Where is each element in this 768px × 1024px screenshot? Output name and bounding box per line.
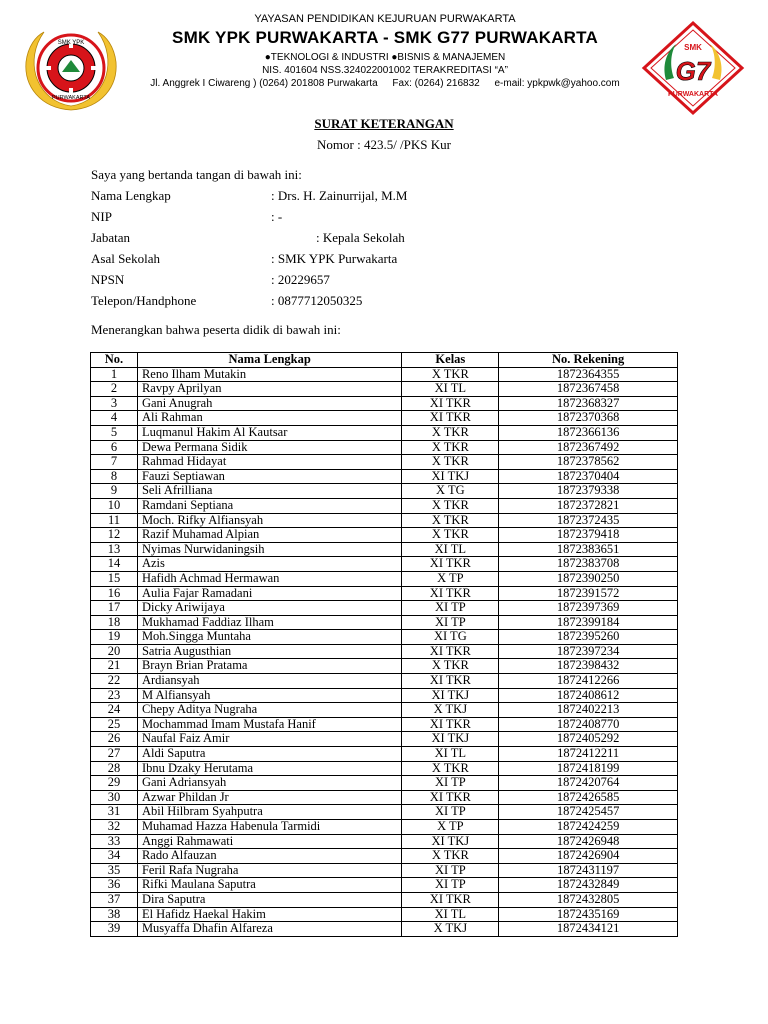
row-number: 4 xyxy=(91,411,138,426)
table-row xyxy=(91,630,678,645)
row-number: 12 xyxy=(91,528,138,543)
g77-logo-text-top: SMK xyxy=(684,43,702,52)
student-name: Brayn Brian Pratama xyxy=(137,659,402,674)
student-class: X TKR xyxy=(402,659,499,674)
row-number: 20 xyxy=(91,644,138,659)
table-row xyxy=(91,528,678,543)
student-name: Rahmad Hidayat xyxy=(137,455,402,470)
student-class: XI TKR xyxy=(402,674,499,689)
statement-sentence: Menerangkan bahwa peserta didik di bawah ini: xyxy=(91,322,341,337)
student-name: Dewa Permana Sidik xyxy=(137,440,402,455)
student-name: Razif Muhamad Alpian xyxy=(137,528,402,543)
row-number: 37 xyxy=(91,892,138,907)
student-name: El Hafidz Haekal Hakim xyxy=(137,907,402,922)
student-class: X TKR xyxy=(402,761,499,776)
signer-label: NIP xyxy=(91,209,112,224)
row-number: 8 xyxy=(91,469,138,484)
student-class: X TKR xyxy=(402,528,499,543)
account-number: 1872390250 xyxy=(499,571,678,586)
account-number: 1872379338 xyxy=(499,484,678,499)
account-number: 1872424259 xyxy=(499,820,678,835)
account-number: 1872398432 xyxy=(499,659,678,674)
student-class: XI TKR xyxy=(402,411,499,426)
student-class: X TKR xyxy=(402,455,499,470)
student-name: Azwar Phildan Jr xyxy=(137,790,402,805)
student-name: Ibnu Dzaky Herutama xyxy=(137,761,402,776)
g77-logo xyxy=(640,20,746,116)
account-number: 1872370368 xyxy=(499,411,678,426)
student-name: Nyimas Nurwidaningsih xyxy=(137,542,402,557)
table-row xyxy=(91,382,678,397)
student-name: Abil Hilbram Syahputra xyxy=(137,805,402,820)
account-number: 1872426585 xyxy=(499,790,678,805)
student-name: Dira Saputra xyxy=(137,892,402,907)
table-row xyxy=(91,615,678,630)
account-number: 1872383708 xyxy=(499,557,678,572)
student-class: XI TKR xyxy=(402,396,499,411)
ypk-logo xyxy=(18,24,124,114)
signer-value: : Drs. H. Zainurrijal, M.M xyxy=(271,188,408,203)
row-number: 36 xyxy=(91,878,138,893)
row-number: 23 xyxy=(91,688,138,703)
student-class: XI TKJ xyxy=(402,469,499,484)
student-name: Mukhamad Faddiaz Ilham xyxy=(137,615,402,630)
student-class: XI TP xyxy=(402,601,499,616)
row-number: 26 xyxy=(91,732,138,747)
row-number: 14 xyxy=(91,557,138,572)
row-number: 29 xyxy=(91,776,138,791)
table-row xyxy=(91,425,678,440)
student-class: XI TKR xyxy=(402,717,499,732)
row-number: 3 xyxy=(91,396,138,411)
table-row xyxy=(91,411,678,426)
row-number: 11 xyxy=(91,513,138,528)
student-rows xyxy=(91,367,678,936)
table-row xyxy=(91,644,678,659)
table-row xyxy=(91,498,678,513)
row-number: 13 xyxy=(91,542,138,557)
row-number: 27 xyxy=(91,747,138,762)
student-class: X TP xyxy=(402,820,499,835)
table-row xyxy=(91,455,678,470)
table-row xyxy=(91,732,678,747)
account-number: 1872372821 xyxy=(499,498,678,513)
account-number: 1872435169 xyxy=(499,907,678,922)
row-number: 39 xyxy=(91,922,138,937)
program-list: ●TEKNOLOGI & INDUSTRI ●BISNIS & MANAJEMEN xyxy=(264,52,506,63)
table-row xyxy=(91,892,678,907)
account-number: 1872364355 xyxy=(499,367,678,382)
signer-value: : - xyxy=(271,209,283,224)
account-number: 1872418199 xyxy=(499,761,678,776)
student-name: Moh.Singga Muntaha xyxy=(137,630,402,645)
account-number: 1872395260 xyxy=(499,630,678,645)
foundation-name: YAYASAN PENDIDIKAN KEJURUAN PURWAKARTA xyxy=(254,13,516,25)
student-name: Aldi Saputra xyxy=(137,747,402,762)
table-row xyxy=(91,761,678,776)
row-number: 30 xyxy=(91,790,138,805)
student-class: X TG xyxy=(402,484,499,499)
student-class: X TKJ xyxy=(402,922,499,937)
row-number: 33 xyxy=(91,834,138,849)
account-number: 1872408770 xyxy=(499,717,678,732)
row-number: 2 xyxy=(91,382,138,397)
account-number: 1872370404 xyxy=(499,469,678,484)
student-name: Gani Anugrah xyxy=(137,396,402,411)
signer-value: : SMK YPK Purwakarta xyxy=(271,251,398,266)
account-number: 1872412266 xyxy=(499,674,678,689)
table-row xyxy=(91,571,678,586)
signer-label: Jabatan xyxy=(91,230,130,245)
table-row xyxy=(91,688,678,703)
table-row xyxy=(91,790,678,805)
table-row xyxy=(91,542,678,557)
student-table xyxy=(90,352,678,937)
student-class: XI TKJ xyxy=(402,688,499,703)
letterhead-text xyxy=(130,12,640,90)
signer-label: NPSN xyxy=(91,272,125,287)
row-number: 21 xyxy=(91,659,138,674)
table-row xyxy=(91,484,678,499)
email: e-mail: ypkpwk@yahoo.com xyxy=(494,78,620,89)
row-number: 6 xyxy=(91,440,138,455)
student-class: XI TKJ xyxy=(402,732,499,747)
account-number: 1872391572 xyxy=(499,586,678,601)
student-name: Rifki Maulana Saputra xyxy=(137,878,402,893)
signer-label: Telepon/Handphone xyxy=(91,293,197,308)
account-number: 1872378562 xyxy=(499,455,678,470)
g77-logo-text-center: G7 xyxy=(675,56,711,86)
student-class: XI TP xyxy=(402,776,499,791)
student-class: XI TP xyxy=(402,878,499,893)
row-number: 10 xyxy=(91,498,138,513)
row-number: 38 xyxy=(91,907,138,922)
table-row xyxy=(91,849,678,864)
account-number: 1872434121 xyxy=(499,922,678,937)
student-class: XI TKR xyxy=(402,557,499,572)
g77-logo-text-bottom: PURWAKARTA xyxy=(668,91,718,98)
account-number: 1872431197 xyxy=(499,863,678,878)
address-line xyxy=(130,77,640,90)
account-number: 1872432849 xyxy=(499,878,678,893)
table-row xyxy=(91,834,678,849)
school-name: SMK YPK PURWAKARTA - SMK G77 PURWAKARTA xyxy=(172,28,598,47)
student-name: Gani Adriansyah xyxy=(137,776,402,791)
account-number: 1872366136 xyxy=(499,425,678,440)
student-class: XI TL xyxy=(402,747,499,762)
ypk-logo-text-top: SMK YPK xyxy=(57,40,85,46)
student-name: Ravpy Aprilyan xyxy=(137,382,402,397)
table-row xyxy=(91,907,678,922)
account-number: 1872426904 xyxy=(499,849,678,864)
student-class: X TKR xyxy=(402,367,499,382)
row-number: 5 xyxy=(91,425,138,440)
table-row xyxy=(91,396,678,411)
signer-label: Asal Sekolah xyxy=(91,251,160,266)
student-class: X TP xyxy=(402,571,499,586)
student-class: XI TL xyxy=(402,907,499,922)
letter-title: SURAT KETERANGAN xyxy=(314,116,454,131)
intro-sentence: Saya yang bertanda tangan di bawah ini: xyxy=(91,167,302,182)
signer-label: Nama Lengkap xyxy=(91,188,171,203)
row-number: 28 xyxy=(91,761,138,776)
student-class: XI TKR xyxy=(402,644,499,659)
header-class: Kelas xyxy=(402,353,499,368)
row-number: 9 xyxy=(91,484,138,499)
table-row xyxy=(91,703,678,718)
student-name: Dicky Ariwijaya xyxy=(137,601,402,616)
table-row xyxy=(91,776,678,791)
row-number: 17 xyxy=(91,601,138,616)
account-number: 1872425457 xyxy=(499,805,678,820)
row-number: 1 xyxy=(91,367,138,382)
student-class: XI TP xyxy=(402,615,499,630)
table-row xyxy=(91,440,678,455)
student-name: Ardiansyah xyxy=(137,674,402,689)
table-row xyxy=(91,367,678,382)
account-number: 1872397369 xyxy=(499,601,678,616)
student-name: Musyaffa Dhafin Alfareza xyxy=(137,922,402,937)
account-number: 1872408612 xyxy=(499,688,678,703)
row-number: 34 xyxy=(91,849,138,864)
student-name: Feril Rafa Nugraha xyxy=(137,863,402,878)
table-row xyxy=(91,747,678,762)
ypk-logo-text-bottom: PURWAKARTA xyxy=(52,95,90,101)
nis-accreditation: NIS. 401604 NSS.324022001002 TERAKREDITASI “A” xyxy=(262,65,508,76)
account-number: 1872420764 xyxy=(499,776,678,791)
account-number: 1872367458 xyxy=(499,382,678,397)
account-number: 1872367492 xyxy=(499,440,678,455)
table-row xyxy=(91,557,678,572)
student-name: Naufal Faiz Amir xyxy=(137,732,402,747)
table-row xyxy=(91,863,678,878)
student-name: Luqmanul Hakim Al Kautsar xyxy=(137,425,402,440)
account-number: 1872372435 xyxy=(499,513,678,528)
row-number: 18 xyxy=(91,615,138,630)
account-number: 1872368327 xyxy=(499,396,678,411)
student-class: X TKR xyxy=(402,425,499,440)
student-class: XI TKJ xyxy=(402,834,499,849)
row-number: 16 xyxy=(91,586,138,601)
table-header-row xyxy=(91,353,678,368)
student-name: Fauzi Septiawan xyxy=(137,469,402,484)
fax: Fax: (0264) 216832 xyxy=(392,78,480,89)
row-number: 7 xyxy=(91,455,138,470)
signer-value: : Kepala Sekolah xyxy=(316,230,405,245)
row-number: 15 xyxy=(91,571,138,586)
student-class: X TKR xyxy=(402,440,499,455)
account-number: 1872405292 xyxy=(499,732,678,747)
account-number: 1872426948 xyxy=(499,834,678,849)
row-number: 35 xyxy=(91,863,138,878)
student-name: Moch. Rifky Alfiansyah xyxy=(137,513,402,528)
student-name: Ali Rahman xyxy=(137,411,402,426)
row-number: 22 xyxy=(91,674,138,689)
letterhead xyxy=(0,8,768,108)
student-name: Hafidh Achmad Hermawan xyxy=(137,571,402,586)
table-row xyxy=(91,659,678,674)
row-number: 32 xyxy=(91,820,138,835)
student-name: Aulia Fajar Ramadani xyxy=(137,586,402,601)
account-number: 1872383651 xyxy=(499,542,678,557)
student-class: XI TP xyxy=(402,805,499,820)
table-row xyxy=(91,469,678,484)
table-row xyxy=(91,586,678,601)
table-row xyxy=(91,717,678,732)
student-name: Mochammad Imam Mustafa Hanif xyxy=(137,717,402,732)
address: Jl. Anggrek I Ciwareng ) (0264) 201808 Purwakarta xyxy=(150,78,378,89)
account-number: 1872402213 xyxy=(499,703,678,718)
student-class: XI TL xyxy=(402,382,499,397)
student-class: XI TKR xyxy=(402,892,499,907)
student-name: Chepy Aditya Nugraha xyxy=(137,703,402,718)
student-name: Muhamad Hazza Habenula Tarmidi xyxy=(137,820,402,835)
student-name: Rado Alfauzan xyxy=(137,849,402,864)
header-name: Nama Lengkap xyxy=(137,353,402,368)
table-row xyxy=(91,513,678,528)
student-class: XI TL xyxy=(402,542,499,557)
row-number: 19 xyxy=(91,630,138,645)
student-class: XI TP xyxy=(402,863,499,878)
letter-number: Nomor : 423.5/ /PKS Kur xyxy=(317,137,451,152)
table-row xyxy=(91,805,678,820)
account-number: 1872379418 xyxy=(499,528,678,543)
header-account: No. Rekening xyxy=(499,353,678,368)
row-number: 25 xyxy=(91,717,138,732)
student-class: XI TKR xyxy=(402,586,499,601)
student-name: Azis xyxy=(137,557,402,572)
account-number: 1872397234 xyxy=(499,644,678,659)
student-name: Seli Afrilliana xyxy=(137,484,402,499)
row-number: 31 xyxy=(91,805,138,820)
header-no: No. xyxy=(91,353,138,368)
table-row xyxy=(91,674,678,689)
table-row xyxy=(91,820,678,835)
student-class: X TKJ xyxy=(402,703,499,718)
table-row xyxy=(91,601,678,616)
account-number: 1872432805 xyxy=(499,892,678,907)
table-row xyxy=(91,878,678,893)
student-class: X TKR xyxy=(402,498,499,513)
student-name: Satria Augusthian xyxy=(137,644,402,659)
student-class: X TKR xyxy=(402,849,499,864)
student-name: Anggi Rahmawati xyxy=(137,834,402,849)
student-class: XI TKR xyxy=(402,790,499,805)
student-name: Ramdani Septiana xyxy=(137,498,402,513)
account-number: 1872412211 xyxy=(499,747,678,762)
student-class: X TKR xyxy=(402,513,499,528)
table-row xyxy=(91,922,678,937)
student-name: Reno Ilham Mutakin xyxy=(137,367,402,382)
row-number: 24 xyxy=(91,703,138,718)
student-class: XI TG xyxy=(402,630,499,645)
student-name: M Alfiansyah xyxy=(137,688,402,703)
account-number: 1872399184 xyxy=(499,615,678,630)
signer-value: : 20229657 xyxy=(271,272,330,287)
signer-value: : 0877712050325 xyxy=(271,293,363,308)
